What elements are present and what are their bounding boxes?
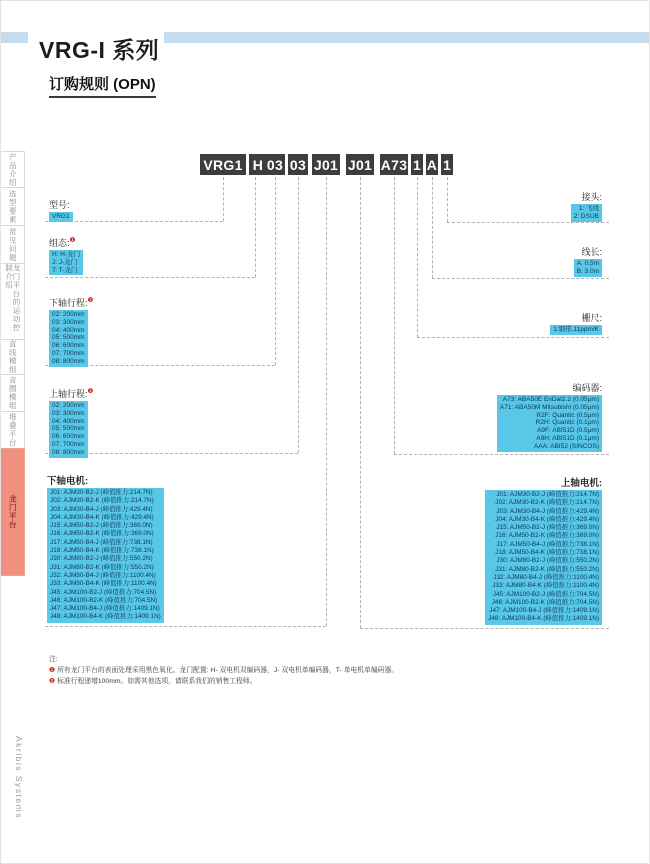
option-group-connector <box>571 192 602 222</box>
option-item: A9H: ABI51D (0.1μm) <box>536 434 599 442</box>
connector-line <box>447 177 448 222</box>
option-box <box>550 325 602 335</box>
option-item: J17: AJM50-B4-J (峰值推力:738.1N) <box>50 538 153 546</box>
option-item: J33: AJM80-B4-K (峰值推力:1100.4N) <box>50 580 157 588</box>
connector-line <box>432 278 609 279</box>
option-item: J16: AJM50-B2-K (峰值推力:369.0N) <box>50 530 154 538</box>
option-item: J04: AJM30-B4-K (峰值推力:429.4N) <box>50 513 154 521</box>
option-item: J48: AJM100-B4-K (峰值推力:1409.1N) <box>488 615 599 623</box>
part-number-box: VRG1 <box>200 154 246 175</box>
option-group-label: 接头: <box>581 192 602 202</box>
sidebar-tab-faq[interactable] <box>1 225 25 264</box>
option-item: J03: AJM30-B4-J (峰值推力:429.4N) <box>50 505 153 513</box>
title-accent-bar-right <box>164 32 650 43</box>
connector-line <box>360 628 609 629</box>
option-item: J02: AJM30-B2-K (峰值推力:214.7N) <box>50 497 154 505</box>
option-item: J32: AJM80-B4-J (峰值推力:1100.4N) <box>493 573 599 581</box>
option-item: J45: AJM100-B2-J (峰值推力:704.5N) <box>50 588 157 596</box>
connector-line <box>223 177 224 221</box>
title-accent-bar-left <box>1 32 28 43</box>
option-box <box>497 395 602 452</box>
option-item: J30: AJM80-B2-J (峰值推力:550.2N) <box>496 557 599 565</box>
option-item: J48: AJM100-B4-K (峰值推力:1409.1N) <box>50 613 161 621</box>
option-box <box>49 212 73 222</box>
sidebar-tab-label: 常见问题 <box>8 227 18 262</box>
sidebar-tab-label: 龙门平台 <box>8 495 18 529</box>
option-group-lower-motor <box>47 476 164 623</box>
note-ref: ❶ <box>69 237 76 244</box>
sidebar-tab-selection[interactable] <box>1 187 25 226</box>
section-heading: 订购规则 (OPN) <box>49 73 156 98</box>
connector-line <box>275 177 276 365</box>
part-number-box: H <box>249 154 267 175</box>
sidebar-tab-label: 产品介绍 <box>8 152 18 187</box>
option-item: J31: AJM80-B2-K (峰值推力:550.2N) <box>495 565 599 573</box>
part-number-box: A73 <box>380 154 408 175</box>
option-item: 02: 200mm <box>52 311 85 318</box>
connector-line <box>417 177 418 337</box>
option-item: 2: DSUB <box>573 212 599 220</box>
option-item: 04: 400mm <box>52 326 85 334</box>
option-group-label: 下轴行程:$^❷$ <box>49 297 94 308</box>
connector-line <box>394 177 395 454</box>
option-item: R2F: Quantic (0.5μm) <box>536 411 599 419</box>
sidebar-tab-label: 选型要素 <box>8 189 18 224</box>
connector-line <box>298 177 299 453</box>
option-group-encoder <box>497 383 602 452</box>
option-item: B: 3.0m <box>576 267 599 275</box>
option-box <box>574 259 602 277</box>
sidebar-tab-gantry-motion-control[interactable] <box>1 263 25 340</box>
option-group-cable-length <box>574 247 602 277</box>
option-item: 06: 600mm <box>52 342 85 350</box>
part-number-box: 03 <box>265 154 285 175</box>
option-item: H: H-龙门 <box>52 251 81 258</box>
sidebar-tab-voice-coil-module[interactable] <box>1 374 25 412</box>
option-item: J47: AJM100-B4-J (峰值推力:1409.1N) <box>489 607 599 615</box>
note-line <box>49 665 398 676</box>
option-group-label: 下轴电机: <box>47 476 89 487</box>
option-group-label: 上轴行程:$^❷$ <box>49 388 94 399</box>
notes-block <box>49 654 398 687</box>
option-box <box>49 250 83 275</box>
option-item: 07: 700mm <box>52 440 85 448</box>
option-box <box>571 204 602 222</box>
option-item: 03: 300mm <box>52 409 85 417</box>
option-item: A9F: ABI51D (0.5μm) <box>537 427 599 435</box>
option-group-label: 组态:$^❶$ <box>49 237 76 248</box>
option-group-label: 线长: <box>581 247 602 257</box>
part-number-box: 03 <box>288 154 308 175</box>
sidebar-tab-label: 音圈模组 <box>8 376 18 410</box>
sidebar-tab-product-intro[interactable] <box>1 151 25 188</box>
part-number-box: A <box>426 154 438 175</box>
option-group-label: 上轴电机: <box>560 478 602 489</box>
option-item: J01: AJM30-B2-J (峰值推力:214.7N) <box>50 489 153 496</box>
notes-title: 注: <box>49 656 58 663</box>
option-item: 05: 500mm <box>52 334 85 342</box>
option-box <box>49 310 88 367</box>
connector-line <box>326 177 327 626</box>
option-item: J: J-龙门 <box>52 258 78 266</box>
option-item: J03: AJM30-B4-J (峰值推力:429.4N) <box>496 507 599 515</box>
option-item: J47: AJM100-B4-J (峰值推力:1409.1N) <box>50 605 160 613</box>
option-group-label: 编码器: <box>572 383 602 393</box>
option-group-upper-motor <box>485 478 602 625</box>
option-item: J18: AJM50-B4-K (峰值推力:738.1N) <box>495 549 599 557</box>
connector-line <box>447 222 609 223</box>
note-ref: ❷ <box>87 388 94 395</box>
option-item: 02: 200mm <box>52 402 85 409</box>
option-item: VRG1 <box>52 213 70 220</box>
option-box <box>47 488 164 623</box>
note-line <box>49 676 398 687</box>
option-item: 04: 400mm <box>52 417 85 425</box>
option-box <box>485 490 602 625</box>
part-number-box: 1 <box>441 154 453 175</box>
part-number-box: 1 <box>411 154 423 175</box>
option-item: J32: AJM80-B4-J (峰值推力:1100.4N) <box>50 571 156 579</box>
option-item: J01: AJM30-B2-J (峰值推力:214.7N) <box>496 491 599 498</box>
page-title: VRG-I 系列 <box>39 37 160 64</box>
option-item: 06: 600mm <box>52 433 85 441</box>
sidebar-tab-label: 龙门平台的运动控制介绍 <box>4 264 21 332</box>
brand-text: Akribis Systems <box>14 736 24 819</box>
option-group-config <box>49 235 83 275</box>
option-item: T: T-龙门 <box>52 266 78 274</box>
connector-line <box>394 454 609 455</box>
sidebar-tab-stack-platform[interactable] <box>1 411 25 449</box>
option-item: J46: AJM100-B2-K (峰值推力:704.5N) <box>491 598 599 606</box>
connector-line <box>45 626 326 627</box>
option-group-upper-stroke <box>49 386 93 458</box>
option-item: J18: AJM50-B4-K (峰值推力:738.1N) <box>50 547 154 555</box>
note-text: 所有龙门平台的表面处理采用黑色氧化。龙门配置: H- 双电机双编码器，J- 双电机单编码器，T- 单电机单编码器。 <box>57 667 399 674</box>
option-item: 07: 700mm <box>52 349 85 357</box>
option-group-label: 型号: <box>49 200 70 210</box>
option-item: A73: ABA50E EnDat2.2 (0.05μm) <box>502 396 599 403</box>
note-text: 标准行程递增100mm。如需其他选项，请联系我们的销售工程师。 <box>57 678 257 685</box>
option-item: J31: AJM80-B2-K (峰值推力:550.2N) <box>50 563 154 571</box>
option-item: J46: AJM100-B2-K (峰值推力:704.5N) <box>50 596 158 604</box>
option-item: A71: ABA50M Mitsubishi (0.05μm) <box>499 403 599 411</box>
connector-line <box>417 337 609 338</box>
option-item: J17: AJM50-B4-J (峰值推力:738.1N) <box>496 540 599 548</box>
connector-line <box>432 177 433 278</box>
option-item: J15: AJM50-B2-J (峰值推力:369.0N) <box>50 522 153 530</box>
part-number-box: J01 <box>312 154 340 175</box>
sidebar-tab-label: 直线模组 <box>8 340 18 374</box>
connector-line <box>45 277 255 278</box>
option-group-model <box>49 197 73 222</box>
option-item: J02: AJM30-B2-K (峰值推力:214.7N) <box>495 499 599 507</box>
option-item: 08: 800mm <box>52 448 85 456</box>
note-marker: ❶ <box>49 667 56 674</box>
option-box <box>49 401 88 458</box>
option-item: J16: AJM50-B2-K (峰值推力:369.0N) <box>495 532 599 540</box>
option-item: 1:钢带,11ppm/K <box>553 326 599 333</box>
option-item: R2H: Quantic (0.1μm) <box>535 419 599 427</box>
option-item: AAA: ABI52 (SINCOS) <box>533 442 599 450</box>
connector-line <box>360 177 361 628</box>
option-item: 03: 300mm <box>52 318 85 326</box>
option-item: J15: AJM50-B2-J (峰值推力:369.0N) <box>496 524 599 532</box>
option-item: 08: 800mm <box>52 357 85 365</box>
option-item: J30: AJM80-B2-J (峰值推力:550.2N) <box>50 555 153 563</box>
option-group-label: 栅尺: <box>581 313 602 323</box>
option-item: J33: AJM80-B4-K (峰值推力:1100.4N) <box>492 582 599 590</box>
connector-line <box>255 177 256 277</box>
option-item: A: 0.5m <box>576 260 599 267</box>
part-number-box: J01 <box>346 154 374 175</box>
option-item: J45: AJM100-B2-J (峰值推力:704.5N) <box>492 590 599 598</box>
option-item: 1: 飞线 <box>578 205 599 212</box>
option-item: 05: 500mm <box>52 425 85 433</box>
option-group-scale <box>550 313 602 335</box>
note-ref: ❷ <box>87 297 94 304</box>
sidebar-tab-gantry-platform[interactable] <box>1 448 25 576</box>
sidebar-tab-linear-module[interactable] <box>1 339 25 375</box>
note-marker: ❷ <box>49 678 56 685</box>
sidebar-tab-label: 堆叠平台 <box>8 413 18 447</box>
option-group-lower-stroke <box>49 295 93 367</box>
option-item: J04: AJM30-B4-K (峰值推力:429.4N) <box>495 515 599 523</box>
